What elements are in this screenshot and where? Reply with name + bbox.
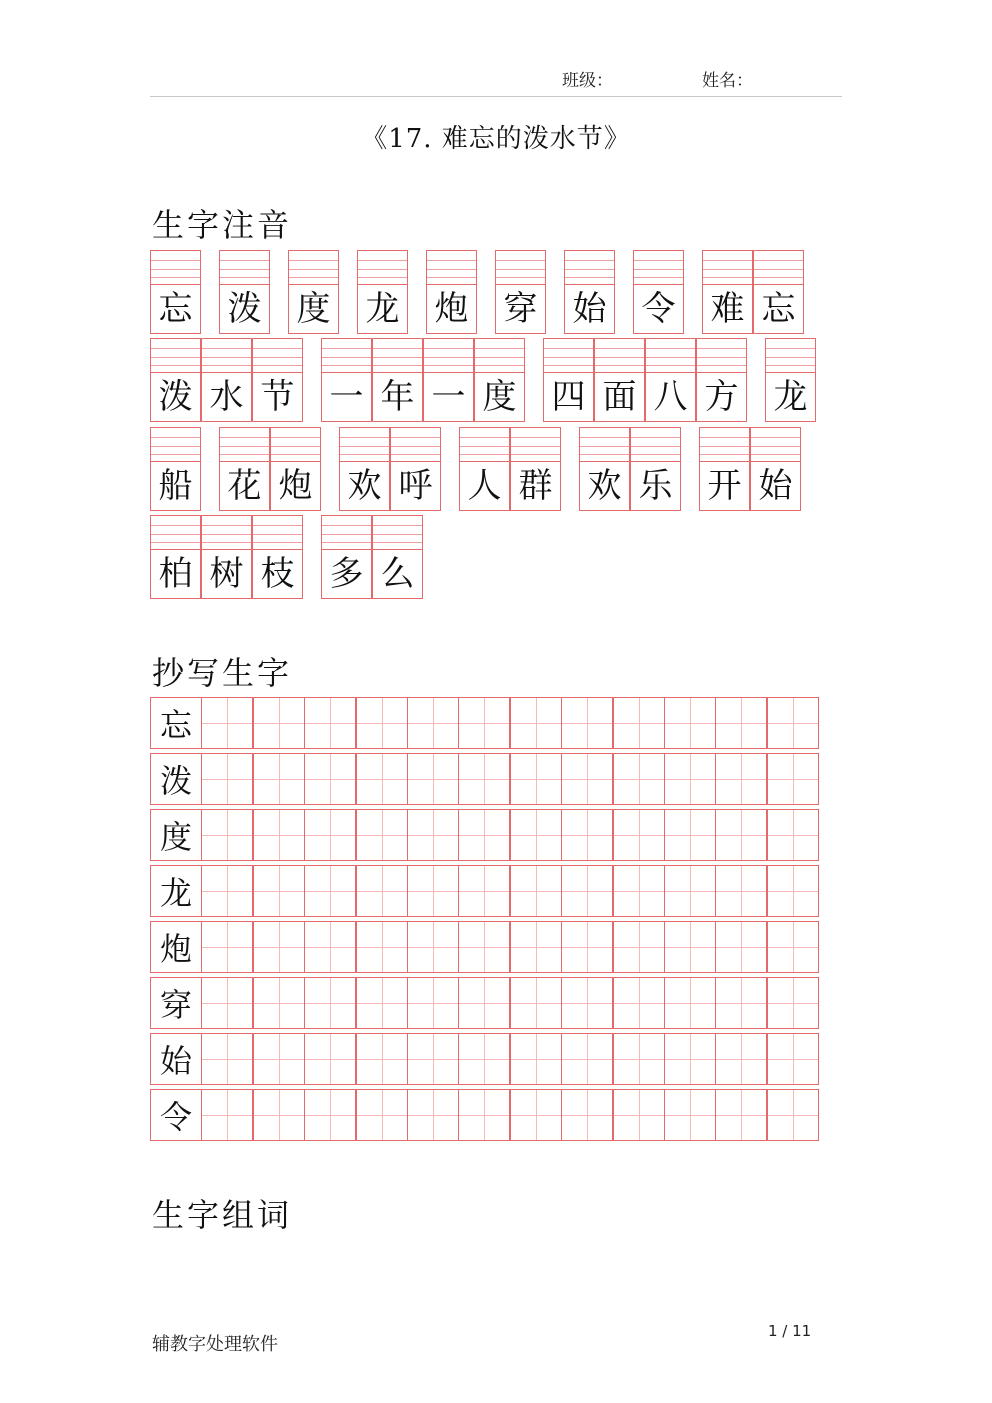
practice-cell[interactable] <box>253 865 305 917</box>
model-character: 令 <box>150 1089 202 1141</box>
practice-cell[interactable] <box>664 697 716 749</box>
practice-cell[interactable] <box>304 865 356 917</box>
practice-cell[interactable] <box>767 809 819 861</box>
practice-cell[interactable] <box>664 809 716 861</box>
practice-cell[interactable] <box>356 753 408 805</box>
practice-cell[interactable] <box>253 1033 305 1085</box>
tianzige-cell <box>219 427 270 511</box>
hanzi-character: 泼 <box>227 288 262 329</box>
name-label: 姓名： <box>702 71 753 91</box>
tianzige-cell <box>201 338 252 422</box>
pinyin-blank[interactable] <box>427 251 476 285</box>
section-heading-words: 生字组词 <box>152 1196 293 1234</box>
practice-cell[interactable] <box>664 1033 716 1085</box>
practice-cell[interactable] <box>356 1033 408 1085</box>
pinyin-blank[interactable] <box>511 428 560 462</box>
practice-cell[interactable] <box>664 1089 716 1141</box>
practice-cell[interactable] <box>458 977 510 1029</box>
tianzige-cell <box>564 250 615 334</box>
pinyin-blank[interactable] <box>475 339 524 373</box>
pinyin-blank[interactable] <box>271 428 320 462</box>
practice-cell[interactable] <box>561 753 613 805</box>
pinyin-blank[interactable] <box>322 339 371 373</box>
hanzi-character: 节 <box>260 376 295 417</box>
tianzige-cell <box>252 338 303 422</box>
practice-cell[interactable] <box>253 697 305 749</box>
hanzi-character: 多 <box>329 553 364 594</box>
pinyin-blank[interactable] <box>202 516 251 550</box>
practice-cell[interactable] <box>201 865 253 917</box>
practice-cell[interactable] <box>356 697 408 749</box>
model-character: 炮 <box>150 921 202 973</box>
pinyin-blank[interactable] <box>220 251 269 285</box>
annotate-word-group <box>339 427 442 511</box>
hanzi-character: 泼 <box>158 376 193 417</box>
pinyin-blank[interactable] <box>631 428 680 462</box>
annotate-word-group <box>150 427 202 511</box>
annotate-word-group <box>219 427 322 511</box>
tianzige-cell <box>372 515 423 599</box>
tianzige-cell <box>702 250 753 334</box>
tianzige-cell <box>390 427 441 511</box>
hanzi-character: 龙 <box>773 376 808 417</box>
practice-cell[interactable] <box>201 753 253 805</box>
practice-cell[interactable] <box>767 1033 819 1085</box>
tianzige-cell <box>150 250 201 334</box>
practice-cell[interactable] <box>201 697 253 749</box>
tianzige-cell <box>321 515 372 599</box>
practice-cell[interactable] <box>201 977 253 1029</box>
hanzi-character: 欢 <box>587 465 622 506</box>
practice-cell[interactable] <box>510 809 562 861</box>
pinyin-blank[interactable] <box>700 428 749 462</box>
practice-cell[interactable] <box>613 1089 665 1141</box>
practice-cell[interactable] <box>407 753 459 805</box>
page-indicator: 1 / 11 <box>768 1322 812 1340</box>
hanzi-character: 柏 <box>158 553 193 594</box>
pinyin-blank[interactable] <box>697 339 746 373</box>
practice-cell[interactable] <box>407 865 459 917</box>
pinyin-blank[interactable] <box>751 428 800 462</box>
pinyin-blank[interactable] <box>703 251 752 285</box>
copy-row <box>150 697 818 749</box>
copy-row <box>150 1089 818 1141</box>
pinyin-blank[interactable] <box>151 516 200 550</box>
pinyin-blank[interactable] <box>766 339 815 373</box>
pinyin-blank[interactable] <box>289 251 338 285</box>
practice-cell[interactable] <box>458 809 510 861</box>
hanzi-character: 方 <box>704 376 739 417</box>
practice-cell[interactable] <box>715 753 767 805</box>
pinyin-blank[interactable] <box>253 516 302 550</box>
copy-row <box>150 809 818 861</box>
practice-cell[interactable] <box>304 697 356 749</box>
pinyin-blank[interactable] <box>373 339 422 373</box>
tianzige-cell <box>252 515 303 599</box>
practice-cell[interactable] <box>253 809 305 861</box>
tianzige-cell <box>510 427 561 511</box>
practice-cell[interactable] <box>715 1033 767 1085</box>
annotate-word-group <box>150 250 202 334</box>
practice-cell[interactable] <box>664 921 716 973</box>
hanzi-character: 枝 <box>260 553 295 594</box>
hanzi-character: 开 <box>707 465 742 506</box>
hanzi-character: 始 <box>758 465 793 506</box>
header-bar <box>150 62 842 97</box>
copy-grid <box>150 697 818 1145</box>
practice-cell[interactable] <box>304 1089 356 1141</box>
practice-cell[interactable] <box>613 697 665 749</box>
annotate-word-group <box>765 338 817 422</box>
practice-cell[interactable] <box>407 1089 459 1141</box>
practice-cell[interactable] <box>201 921 253 973</box>
annotate-word-group <box>150 515 304 599</box>
model-character: 穿 <box>150 977 202 1029</box>
hanzi-character: 炮 <box>434 288 469 329</box>
tianzige-cell <box>426 250 477 334</box>
pinyin-blank[interactable] <box>151 251 200 285</box>
annotate-word-group <box>150 338 304 422</box>
hanzi-character: 水 <box>209 376 244 417</box>
practice-cell[interactable] <box>613 1033 665 1085</box>
practice-cell[interactable] <box>561 1033 613 1085</box>
tianzige-cell <box>633 250 684 334</box>
practice-cell[interactable] <box>356 865 408 917</box>
pinyin-blank[interactable] <box>358 251 407 285</box>
practice-cell[interactable] <box>304 1033 356 1085</box>
practice-cell[interactable] <box>304 921 356 973</box>
practice-cell[interactable] <box>510 1089 562 1141</box>
practice-cell[interactable] <box>767 697 819 749</box>
practice-cell[interactable] <box>561 865 613 917</box>
annotate-word-group <box>459 427 562 511</box>
copy-row <box>150 865 818 917</box>
tianzige-cell <box>372 338 423 422</box>
tianzige-cell <box>543 338 594 422</box>
pinyin-blank[interactable] <box>565 251 614 285</box>
practice-cell[interactable] <box>561 921 613 973</box>
annotate-word-group <box>219 250 271 334</box>
hanzi-character: 树 <box>209 553 244 594</box>
practice-cell[interactable] <box>613 977 665 1029</box>
pinyin-blank[interactable] <box>754 251 803 285</box>
hanzi-character: 呼 <box>398 465 433 506</box>
practice-cell[interactable] <box>561 1089 613 1141</box>
practice-cell[interactable] <box>356 809 408 861</box>
tianzige-cell <box>321 338 372 422</box>
tianzige-cell <box>579 427 630 511</box>
practice-cell[interactable] <box>407 1033 459 1085</box>
annotate-word-group <box>321 515 424 599</box>
practice-cell[interactable] <box>356 921 408 973</box>
hanzi-character: 令 <box>641 288 676 329</box>
practice-cell[interactable] <box>407 977 459 1029</box>
pinyin-blank[interactable] <box>634 251 683 285</box>
practice-cell[interactable] <box>613 865 665 917</box>
practice-cell[interactable] <box>715 921 767 973</box>
practice-cell[interactable] <box>510 865 562 917</box>
tianzige-cell <box>270 427 321 511</box>
tianzige-cell <box>474 338 525 422</box>
hanzi-character: 么 <box>380 553 415 594</box>
hanzi-character: 穿 <box>503 288 538 329</box>
hanzi-character: 乐 <box>638 465 673 506</box>
model-character: 度 <box>150 809 202 861</box>
hanzi-character: 度 <box>296 288 331 329</box>
hanzi-character: 花 <box>227 465 262 506</box>
pinyin-blank[interactable] <box>424 339 473 373</box>
copy-row <box>150 1033 818 1085</box>
practice-cell[interactable] <box>458 697 510 749</box>
tianzige-cell <box>765 338 816 422</box>
tianzige-cell <box>594 338 645 422</box>
annotate-word-group <box>699 427 802 511</box>
practice-cell[interactable] <box>407 921 459 973</box>
hanzi-character: 船 <box>158 465 193 506</box>
tianzige-cell <box>459 427 510 511</box>
pinyin-blank[interactable] <box>595 339 644 373</box>
annotate-word-group <box>495 250 547 334</box>
practice-cell[interactable] <box>458 1033 510 1085</box>
practice-cell[interactable] <box>510 697 562 749</box>
pinyin-blank[interactable] <box>544 339 593 373</box>
tianzige-cell <box>339 427 390 511</box>
annotate-word-group <box>426 250 478 334</box>
pinyin-blank[interactable] <box>460 428 509 462</box>
annotate-word-group <box>543 338 748 422</box>
practice-cell[interactable] <box>253 753 305 805</box>
pinyin-blank[interactable] <box>253 339 302 373</box>
hanzi-character: 一 <box>329 376 364 417</box>
hanzi-character: 欢 <box>347 465 382 506</box>
pinyin-blank[interactable] <box>646 339 695 373</box>
annotate-word-group <box>564 250 616 334</box>
tianzige-cell <box>645 338 696 422</box>
hanzi-character: 人 <box>467 465 502 506</box>
copy-row <box>150 921 818 973</box>
practice-cell[interactable] <box>458 1089 510 1141</box>
practice-cell[interactable] <box>767 753 819 805</box>
section-heading-copy: 抄写生字 <box>152 654 293 692</box>
practice-cell[interactable] <box>510 921 562 973</box>
hanzi-character: 群 <box>518 465 553 506</box>
practice-cell[interactable] <box>458 865 510 917</box>
practice-cell[interactable] <box>201 1033 253 1085</box>
pinyin-blank[interactable] <box>202 339 251 373</box>
practice-cell[interactable] <box>356 977 408 1029</box>
pinyin-blank[interactable] <box>373 516 422 550</box>
pinyin-blank[interactable] <box>496 251 545 285</box>
model-character: 忘 <box>150 697 202 749</box>
hanzi-character: 龙 <box>365 288 400 329</box>
practice-cell[interactable] <box>304 977 356 1029</box>
practice-cell[interactable] <box>356 1089 408 1141</box>
tianzige-cell <box>288 250 339 334</box>
tianzige-cell <box>423 338 474 422</box>
pinyin-blank[interactable] <box>151 339 200 373</box>
practice-cell[interactable] <box>407 697 459 749</box>
practice-cell[interactable] <box>458 921 510 973</box>
annotate-word-group <box>321 338 526 422</box>
practice-cell[interactable] <box>664 753 716 805</box>
practice-cell[interactable] <box>510 977 562 1029</box>
hanzi-character: 八 <box>653 376 688 417</box>
practice-cell[interactable] <box>561 977 613 1029</box>
practice-cell[interactable] <box>767 977 819 1029</box>
pinyin-blank[interactable] <box>580 428 629 462</box>
tianzige-cell <box>699 427 750 511</box>
tianzige-cell <box>201 515 252 599</box>
annotate-word-group <box>357 250 409 334</box>
model-character: 龙 <box>150 865 202 917</box>
practice-cell[interactable] <box>201 1089 253 1141</box>
hanzi-character: 忘 <box>761 288 796 329</box>
pinyin-blank[interactable] <box>151 428 200 462</box>
tianzige-cell <box>357 250 408 334</box>
practice-cell[interactable] <box>253 921 305 973</box>
hanzi-character: 炮 <box>278 465 313 506</box>
practice-cell[interactable] <box>767 865 819 917</box>
hanzi-character: 难 <box>710 288 745 329</box>
practice-cell[interactable] <box>304 753 356 805</box>
practice-cell[interactable] <box>407 809 459 861</box>
copy-row <box>150 753 818 805</box>
pinyin-blank[interactable] <box>391 428 440 462</box>
hanzi-character: 度 <box>482 376 517 417</box>
tianzige-cell <box>750 427 801 511</box>
practice-cell[interactable] <box>715 977 767 1029</box>
hanzi-character: 年 <box>380 376 415 417</box>
hanzi-character: 忘 <box>158 288 193 329</box>
practice-cell[interactable] <box>253 1089 305 1141</box>
practice-cell[interactable] <box>613 921 665 973</box>
tianzige-cell <box>150 515 201 599</box>
practice-cell[interactable] <box>510 1033 562 1085</box>
hanzi-character: 一 <box>431 376 466 417</box>
section-heading-annotate: 生字注音 <box>152 206 293 244</box>
copy-row <box>150 977 818 1029</box>
page-title: 《17. 难忘的泼水节》 <box>361 124 631 154</box>
practice-cell[interactable] <box>664 865 716 917</box>
annotate-word-group <box>702 250 805 334</box>
practice-cell[interactable] <box>253 977 305 1029</box>
tianzige-cell <box>150 427 201 511</box>
practice-cell[interactable] <box>715 1089 767 1141</box>
practice-cell[interactable] <box>715 865 767 917</box>
practice-cell[interactable] <box>458 753 510 805</box>
tianzige-cell <box>150 338 201 422</box>
tianzige-cell <box>630 427 681 511</box>
practice-cell[interactable] <box>510 753 562 805</box>
practice-cell[interactable] <box>613 753 665 805</box>
practice-cell[interactable] <box>613 809 665 861</box>
hanzi-character: 始 <box>572 288 607 329</box>
practice-cell[interactable] <box>304 809 356 861</box>
annotate-word-group <box>288 250 340 334</box>
practice-cell[interactable] <box>201 809 253 861</box>
practice-cell[interactable] <box>767 1089 819 1141</box>
hanzi-character: 面 <box>602 376 637 417</box>
model-character: 泼 <box>150 753 202 805</box>
class-label: 班级： <box>562 71 613 91</box>
footer-app-name: 辅教字处理软件 <box>152 1334 278 1355</box>
annotate-word-group <box>579 427 682 511</box>
practice-cell[interactable] <box>715 697 767 749</box>
tianzige-cell <box>753 250 804 334</box>
practice-cell[interactable] <box>715 809 767 861</box>
practice-cell[interactable] <box>664 977 716 1029</box>
tianzige-cell <box>219 250 270 334</box>
hanzi-character: 四 <box>551 376 586 417</box>
pinyin-blank[interactable] <box>340 428 389 462</box>
tianzige-cell <box>495 250 546 334</box>
tianzige-cell <box>696 338 747 422</box>
pinyin-blank[interactable] <box>220 428 269 462</box>
practice-cell[interactable] <box>767 921 819 973</box>
practice-cell[interactable] <box>561 809 613 861</box>
practice-cell[interactable] <box>561 697 613 749</box>
annotate-word-group <box>633 250 685 334</box>
model-character: 始 <box>150 1033 202 1085</box>
pinyin-blank[interactable] <box>322 516 371 550</box>
